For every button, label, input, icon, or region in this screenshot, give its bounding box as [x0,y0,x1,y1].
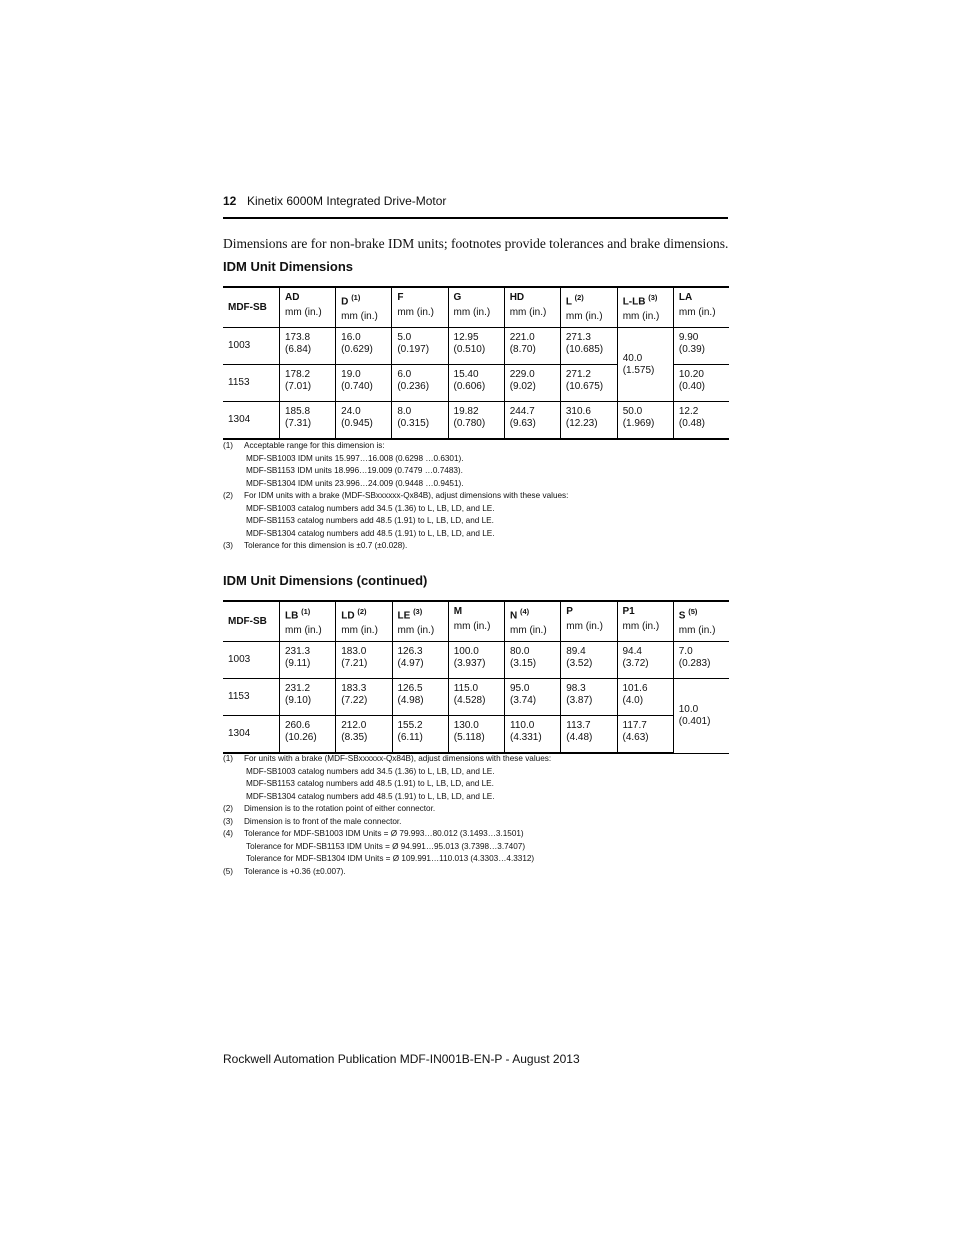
footnote-line: MDF-SB1153 catalog numbers add 48.5 (1.91) to L, LB, LD, and LE. [246,779,494,788]
column-unit: mm (in.) [622,311,660,323]
column-name: AD [285,292,300,303]
inch-value: (4.63) [622,732,649,743]
metric-value: 231.3 [285,646,311,657]
column-unit: mm (in.) [678,307,716,318]
value-cell [280,328,336,365]
column-header [561,601,617,642]
column-header [448,287,504,328]
footnote-ref: (1) [301,607,311,616]
footnote-number: (3) [223,816,234,826]
metric-value: 130.0 [453,720,479,731]
column-name: S $^{(5)}$ [678,607,698,622]
table1-footnotes [223,440,733,553]
footnote-line: Tolerance is +0.36 (±0.007). [244,866,346,876]
value-cell [673,365,729,402]
footnote-line: Tolerance for MDF-SB1304 IDM Units = Ø 109.991…110.013 (4.3303…4.3312) [246,854,535,863]
inch-value: (10.26) [285,732,317,743]
metric-value: 113.7 [566,720,591,731]
column-header [280,287,336,328]
footnote [223,753,733,803]
column-header [617,601,673,642]
header-row [223,601,729,642]
inch-value: (9.11) [285,658,311,669]
page-footer: Rockwell Automation Publication MDF-IN001B-EN-P - August 2013 [223,1052,580,1066]
inch-value: (9.10) [285,695,312,706]
page-header [223,193,728,219]
metric-value: 271.2 [565,369,591,380]
value-cell [617,642,673,679]
metric-value: 126.3 [397,646,423,657]
metric-value: 101.6 [622,683,648,694]
column-name: L $^{(2)}$ [565,293,584,308]
value-cell [504,328,560,365]
inch-value: (9.02) [509,381,536,392]
value-cell [673,402,729,440]
inch-value: (1.969) [622,418,655,429]
metric-value: 6.0 [397,369,412,380]
column-name: LE $^{(3)}$ [397,607,423,622]
inch-value: (4.0) [622,695,644,706]
value-cell [392,328,448,365]
inch-value: (4.97) [397,658,424,669]
metric-value: 98.3 [566,683,586,694]
metric-value: 183.0 [341,646,367,657]
footnote-line: MDF-SB1153 IDM units 18.996…19.009 (0.7479 …0.7483). [246,466,463,475]
column-name: F [397,292,404,303]
metric-value: 115.0 [453,683,479,694]
inch-value: (0.629) [341,344,373,355]
column-unit: mm (in.) [397,307,435,318]
footnote-line: Tolerance for this dimension is ±0.7 (±0.028). [244,541,408,550]
metric-value: 5.0 [397,332,412,343]
inch-value: (0.740) [341,381,373,392]
metric-value: 117.7 [622,720,647,731]
metric-value: 244.7 [509,406,535,417]
metric-value: 260.6 [285,720,311,731]
column-name: HD [509,292,525,303]
value-cell [673,642,729,679]
inch-value: (10.675) [565,381,604,392]
value-cell [392,716,448,754]
inch-value: (4.98) [397,695,424,706]
footnote-ref: (1) [351,293,361,302]
footnote-line: MDF-SB1304 catalog numbers add 48.5 (1.91) to L, LB, LD, and LE. [246,528,495,538]
footnote-number: (1) [223,441,234,450]
metric-value: 16.0 [341,332,361,343]
footnote-ref: (2) [574,293,584,302]
footnote-line: MDF-SB1304 IDM units 23.996…24.009 (0.9448 …0.9451). [246,478,464,488]
column-unit: mm (in.) [341,625,378,637]
value-cell [505,642,561,679]
inch-value: (4.528) [453,695,486,706]
metric-value: 100.0 [453,646,479,657]
value-cell [336,679,392,716]
inch-value: (3.74) [510,695,537,706]
inch-value: (0.40) [678,381,705,392]
footnote [223,440,733,490]
inch-value: (4.48) [566,732,593,743]
document-title: Kinetix 6000M Integrated Drive-Motor [247,194,447,208]
inch-value: (3.15) [510,658,537,669]
metric-value: 15.40 [453,369,479,380]
metric-value: 173.8 [285,332,311,343]
metric-value: 212.0 [341,720,367,731]
inch-value: (7.22) [341,695,368,706]
column-header [336,287,392,328]
model-cell: 1304 [223,716,280,754]
column-name: D $^{(1)}$ [341,293,361,308]
column-unit: mm (in.) [566,621,603,632]
footnote-line: MDF-SB1304 catalog numbers add 48.5 (1.91) to L, LB, LD, and LE. [246,791,495,801]
metric-value: 126.5 [397,683,423,694]
column-unit: mm (in.) [285,307,322,318]
inch-value: (8.70) [509,344,536,355]
footnote-number: (5) [223,866,234,876]
column-header [617,287,673,328]
column-header [392,601,448,642]
inch-value: (3.87) [566,695,593,706]
model-cell: 1153 [223,679,280,716]
footnote-ref: (3) [648,293,658,302]
metric-value: 231.2 [285,683,311,694]
value-cell [280,402,336,440]
table-row [223,642,729,679]
idm-dimensions-table [223,286,729,440]
metric-value: 110.0 [510,720,535,731]
intro-text: Dimensions are for non-brake IDM units; footnotes provide tolerances and brake dimensions. [223,236,729,251]
metric-value: 185.8 [285,406,311,417]
column-unit: mm (in.) [397,625,435,637]
model-cell: 1003 [223,642,280,679]
metric-value: 12.95 [453,332,479,343]
inch-value: (0.48) [678,418,705,429]
footnote [223,803,733,816]
inch-value: (0.39) [678,344,705,355]
footnote-line: Tolerance for MDF-SB1003 IDM Units = Ø 79.993…80.012 (3.1493…3.1501) [244,829,524,838]
value-cell [336,328,392,365]
page-number: 12 [223,194,237,208]
footnote-line: Dimension is to the rotation point of either connector. [244,804,436,813]
column-header [392,287,448,328]
metric-value: 221.0 [509,332,535,343]
value-cell [448,642,504,679]
column-header [560,287,617,328]
column-header [673,287,729,328]
footnote [223,540,733,553]
value-cell [560,328,617,365]
metric-value: 229.0 [509,369,535,380]
footnote-line: Tolerance for MDF-SB1153 IDM Units = Ø 94.991…95.013 (3.7398…3.7407) [246,841,526,851]
footnote-line: MDF-SB1003 catalog numbers add 34.5 (1.36) to L, LB, LD, and LE. [246,503,495,513]
inch-value: (4.331) [510,732,542,743]
inch-value: (3.72) [622,658,649,669]
inch-value: (7.21) [341,658,368,669]
inch-value: (0.606) [453,381,486,392]
footnote-ref: (5) [688,607,698,616]
value-cell [448,365,504,402]
metric-value: 94.4 [622,646,642,657]
metric-value: 24.0 [341,406,361,417]
value-cell [560,365,617,402]
metric-value: 50.0 [622,406,643,417]
inch-value: (0.315) [397,418,430,429]
footnote-number: (2) [223,804,234,813]
footnote [223,828,733,866]
inch-value: (7.01) [285,381,312,392]
column-unit: mm (in.) [453,307,491,318]
value-cell [280,642,336,679]
footnote-number: (1) [223,754,234,763]
column-name: LB $^{(1)}$ [285,607,311,622]
value-cell [448,716,504,754]
column-unit: mm (in.) [510,625,547,637]
column-name: L-LB $^{(3)}$ [622,293,658,308]
value-cell [617,716,673,754]
model-cell: 1153 [223,365,280,402]
model-cell: 1003 [223,328,280,365]
footnote-number: (4) [223,829,234,838]
footnote-line: For IDM units with a brake (MDF-SBxxxxxx-Qx84B), adjust dimensions with these values: [244,491,569,500]
column-unit: mm (in.) [453,621,491,632]
table2-title: IDM Unit Dimensions (continued) [223,573,428,588]
column-name: LA [678,292,693,303]
value-cell [673,679,729,754]
inch-value: (0.401) [678,715,711,727]
footnote-line: Dimension is to front of the male connector. [244,816,402,826]
footnote [223,490,733,540]
footnote-line: MDF-SB1153 catalog numbers add 48.5 (1.91) to L, LB, LD, and LE. [246,516,494,525]
metric-value: 95.0 [510,683,530,694]
value-cell [505,716,561,754]
metric-value: 89.4 [566,646,586,657]
footnote [223,816,733,829]
column-header [504,287,560,328]
value-cell [561,679,617,716]
column-unit: mm (in.) [341,311,378,323]
column-header [280,601,336,642]
footnote-line: MDF-SB1003 IDM units 15.997…16.008 (0.6298 …0.6301). [246,453,464,463]
inch-value: (0.236) [397,381,430,392]
footnote-ref: (3) [413,607,423,616]
metric-value: 12.2 [678,406,699,417]
idm-dimensions-continued-table [223,600,729,754]
value-cell [336,642,392,679]
metric-value: 9.90 [678,332,699,343]
footnote-number: (3) [223,541,234,550]
header-row [223,287,729,328]
inch-value: (0.780) [453,418,486,429]
inch-value: (6.11) [397,732,423,743]
value-cell [504,365,560,402]
table-row [223,716,729,754]
value-cell [392,365,448,402]
footnote-ref: (4) [520,607,530,616]
value-cell [617,328,673,402]
model-column-header: MDF-SB [223,287,280,328]
value-cell [673,328,729,365]
inch-value: (1.575) [622,364,655,376]
value-cell [448,679,504,716]
value-cell [561,716,617,754]
value-cell [280,716,336,754]
value-cell [392,402,448,440]
footnote [223,866,733,879]
inch-value: (8.35) [341,732,368,743]
metric-value: 10.0 [678,703,699,715]
inch-value: (7.31) [285,418,312,429]
value-cell [392,642,448,679]
inch-value: (12.23) [565,418,598,429]
metric-value: 8.0 [397,406,412,417]
value-cell [336,402,392,440]
column-unit: mm (in.) [678,625,716,637]
column-name: P1 [622,606,635,617]
value-cell [280,365,336,402]
column-name: N $^{(4)}$ [510,607,530,622]
metric-value: 271.3 [565,332,591,343]
footnote-number: (2) [223,491,234,500]
column-unit: mm (in.) [509,307,547,318]
inch-value: (0.945) [341,418,373,429]
metric-value: 155.2 [397,720,423,731]
metric-value: 19.0 [341,369,361,380]
column-name: P [566,606,573,617]
inch-value: (0.510) [453,344,486,355]
table-row [223,402,729,440]
column-unit: mm (in.) [622,621,660,632]
metric-value: 178.2 [285,369,311,380]
column-header [673,601,729,642]
value-cell [336,716,392,754]
inch-value: (3.937) [453,658,486,669]
metric-value: 10.20 [678,369,704,380]
value-cell [448,328,504,365]
inch-value: (5.118) [453,732,485,743]
inch-value: (0.283) [678,658,711,669]
table1-title: IDM Unit Dimensions [223,259,354,274]
model-cell: 1304 [223,402,280,440]
inch-value: (3.52) [566,658,593,669]
model-column-header: MDF-SB [223,601,280,642]
inch-value: (6.84) [285,344,312,355]
value-cell [561,642,617,679]
footnote-line: For units with a brake (MDF-SBxxxxxx-Qx84B), adjust dimensions with these values: [244,754,552,763]
column-header [336,601,392,642]
inch-value: (10.685) [565,344,604,355]
metric-value: 80.0 [510,646,530,657]
value-cell [505,679,561,716]
metric-value: 19.82 [453,406,479,417]
table-row [223,679,729,716]
inch-value: (0.197) [397,344,430,355]
value-cell [280,679,336,716]
column-header [505,601,561,642]
inch-value: (9.63) [509,418,536,429]
value-cell [448,402,504,440]
column-header [448,601,504,642]
column-unit: mm (in.) [285,625,322,637]
value-cell [617,402,673,440]
value-cell [504,402,560,440]
value-cell [392,679,448,716]
table2-footnotes [223,753,733,878]
value-cell [617,679,673,716]
footnote-ref: (2) [357,607,367,616]
metric-value: 183.3 [341,683,367,694]
footnote-line: Acceptable range for this dimension is: [244,441,385,450]
value-cell [560,402,617,440]
column-unit: mm (in.) [565,311,603,323]
value-cell [336,365,392,402]
metric-value: 7.0 [678,646,693,657]
metric-value: 310.6 [565,406,591,417]
column-name: M [453,606,463,617]
metric-value: 40.0 [622,352,643,364]
column-name: LD $^{(2)}$ [341,607,367,622]
table-row [223,328,729,365]
footnote-line: MDF-SB1003 catalog numbers add 34.5 (1.36) to L, LB, LD, and LE. [246,766,495,776]
column-name: G [453,292,462,303]
